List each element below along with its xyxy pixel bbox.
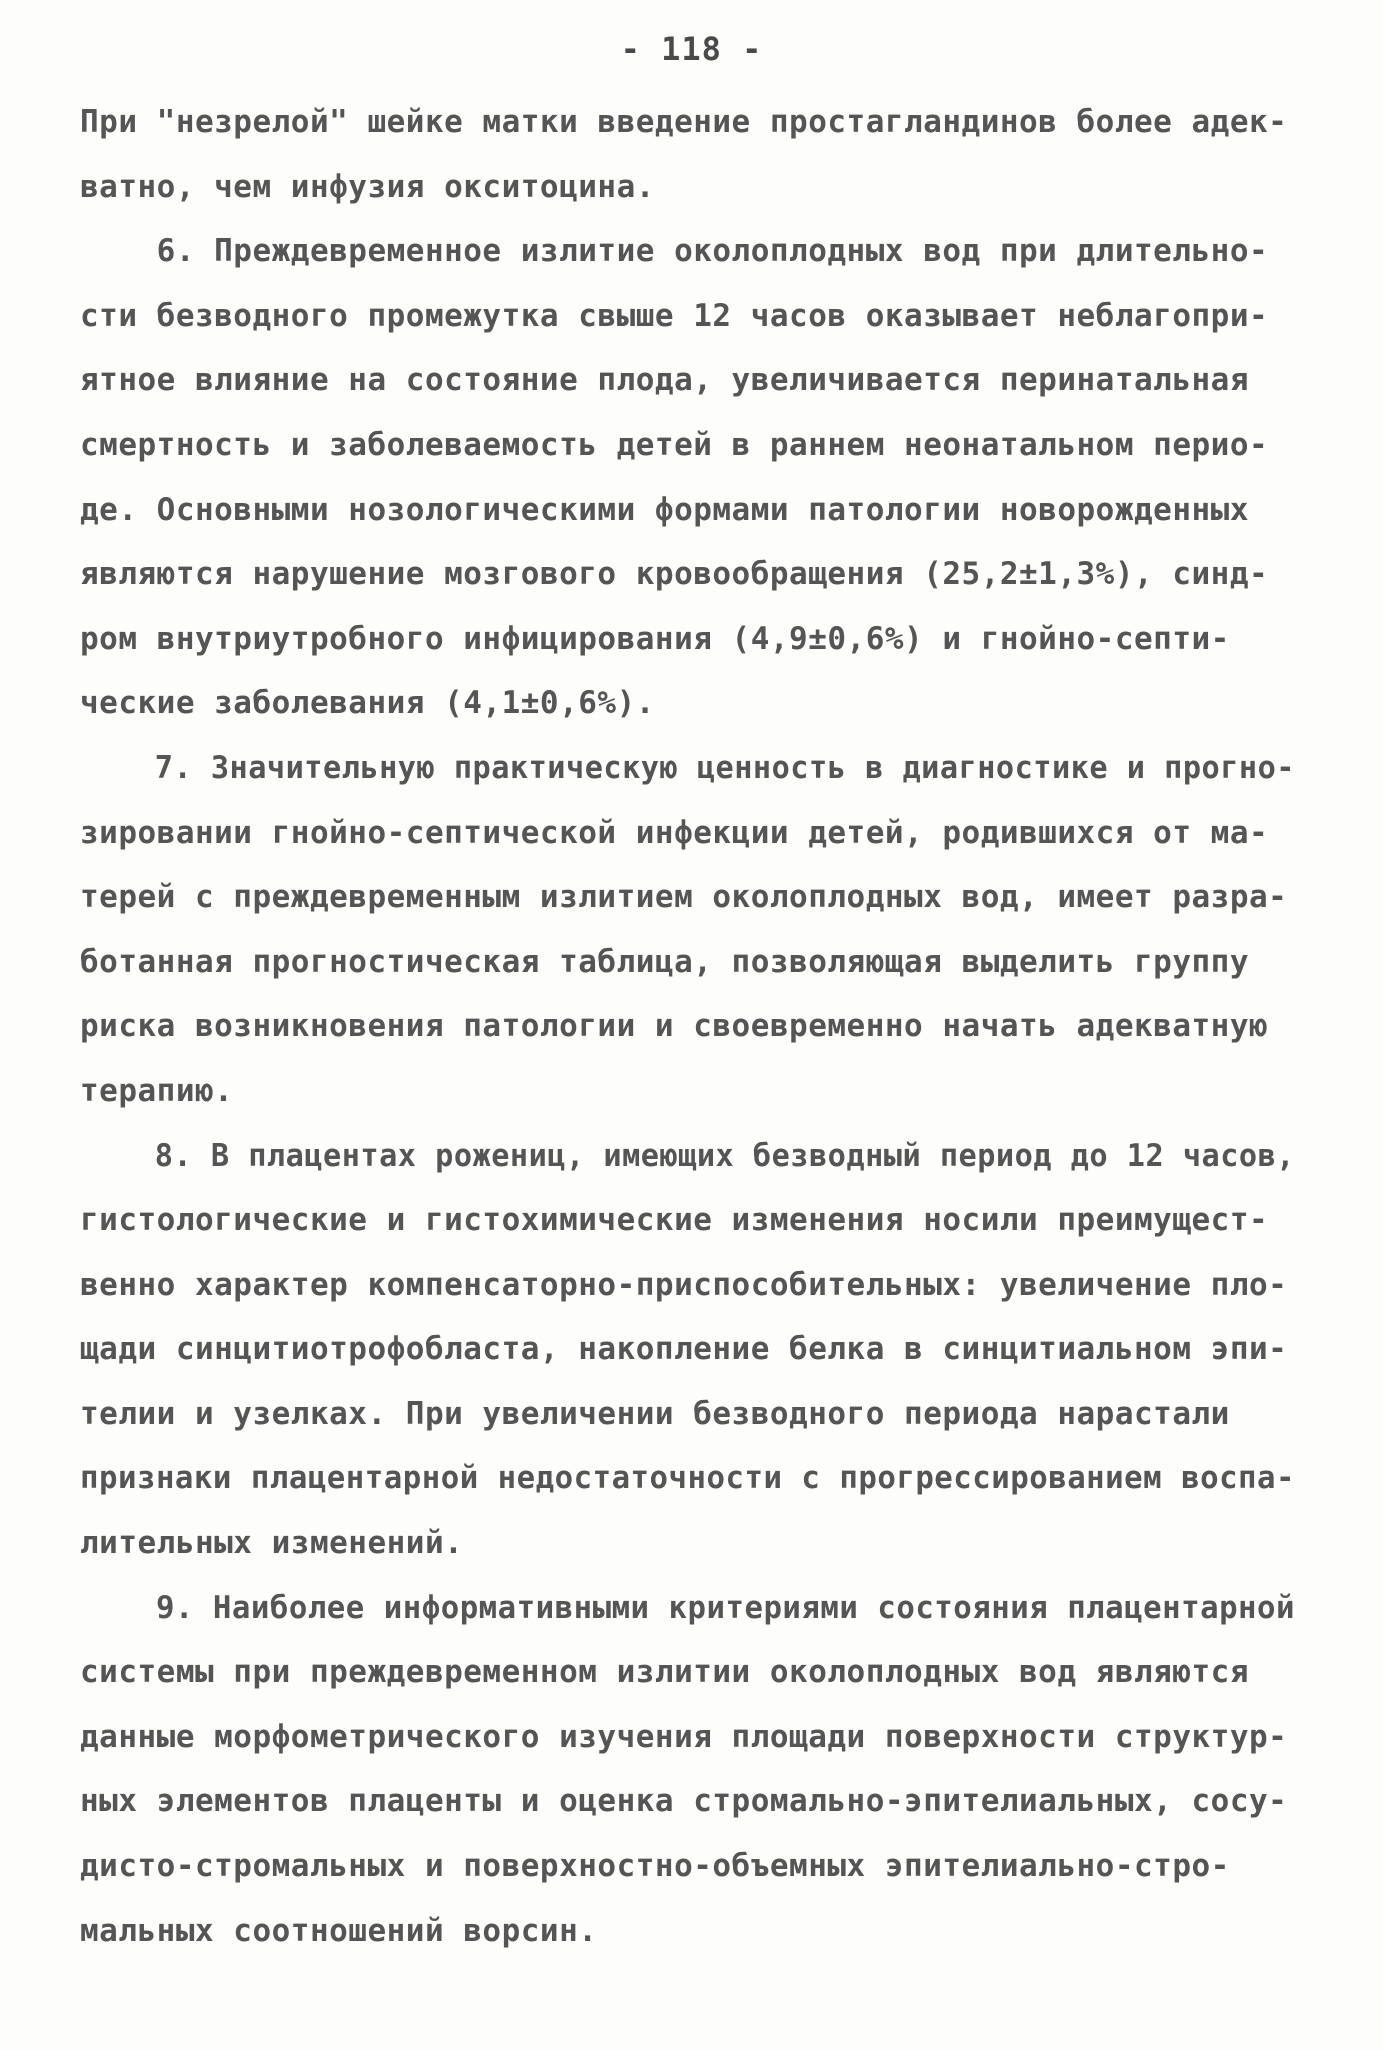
text-line: ром внутриутробного инфицирования (4,9±0,6%) и гнойно-септи- [80,620,1230,657]
text-line: лительных изменений. [80,1525,464,1562]
text-line: 7. Значительную практическую ценность в диагностике и прогно- [80,749,1295,786]
text-line: 8. В плацентах рожениц, имеющих безводный период до 12 часов, [80,1137,1295,1174]
text-line: При "незрелой" шейке матки введение простагландинов более адек- [80,104,1288,140]
text-line: данные морфометрического изучения площади поверхности структур- [80,1718,1288,1755]
page-number: - 118 - [620,30,763,68]
text-line: являются нарушение мозгового кровообращения (25,2±1,3%), синд- [80,556,1269,593]
text-line: венно характер компенсаторно-приспособительных: увеличение пло- [80,1266,1288,1303]
text-line: дисто-стромальных и поверхностно-объемных эпителиально-стро- [80,1848,1230,1885]
text-line: ватно, чем инфузия окситоцина. [80,168,655,205]
text-line: 9. Наиболее информативными критериями состояния плацентарной [80,1589,1295,1626]
text-line: гистологические и гистохимические изменения носили преимущест- [80,1202,1269,1239]
text-line: телии и узелках. При увеличении безводного периода нарастали [80,1395,1230,1432]
text-line: ятное влияние на состояние плода, увеличивается перинатальная [80,362,1249,399]
body-text [80,90,1295,1963]
text-line: смертность и заболеваемость детей в раннем неонатальном перио- [80,426,1269,463]
text-line: ных элементов плаценты и оценка стромально-эпителиальных, сосу- [80,1783,1288,1820]
text-line: терей с преждевременным излитием околоплодных вод, имеет разра- [80,879,1288,916]
text-line: мальных соотношений ворсин. [80,1912,598,1949]
text-line: терапию. [80,1072,234,1109]
text-line: ческие заболевания (4,1±0,6%). [80,685,655,722]
text-line: ботанная прогностическая таблица, позволяющая выделить группу [80,943,1249,980]
text-line: признаки плацентарной недостаточности с прогрессированием воспа- [80,1460,1295,1497]
text-line: щади синцитиотрофобласта, накопление белка в синцитиальном эпи- [80,1331,1288,1368]
text-line: риска возникновения патологии и своевременно начать адекватную [80,1008,1269,1045]
text-line: сти безводного промежутка свыше 12 часов оказывает неблагопри- [80,297,1269,334]
text-line: 6. Преждевременное излитие околоплодных вод при длительно- [80,233,1269,270]
text-line: системы при преждевременном излитии околоплодных вод являются [80,1654,1249,1691]
text-line: де. Основными нозологическими формами патологии новорожденных [80,491,1249,528]
text-line: зировании гнойно-септической инфекции детей, родившихся от ма- [80,814,1269,851]
